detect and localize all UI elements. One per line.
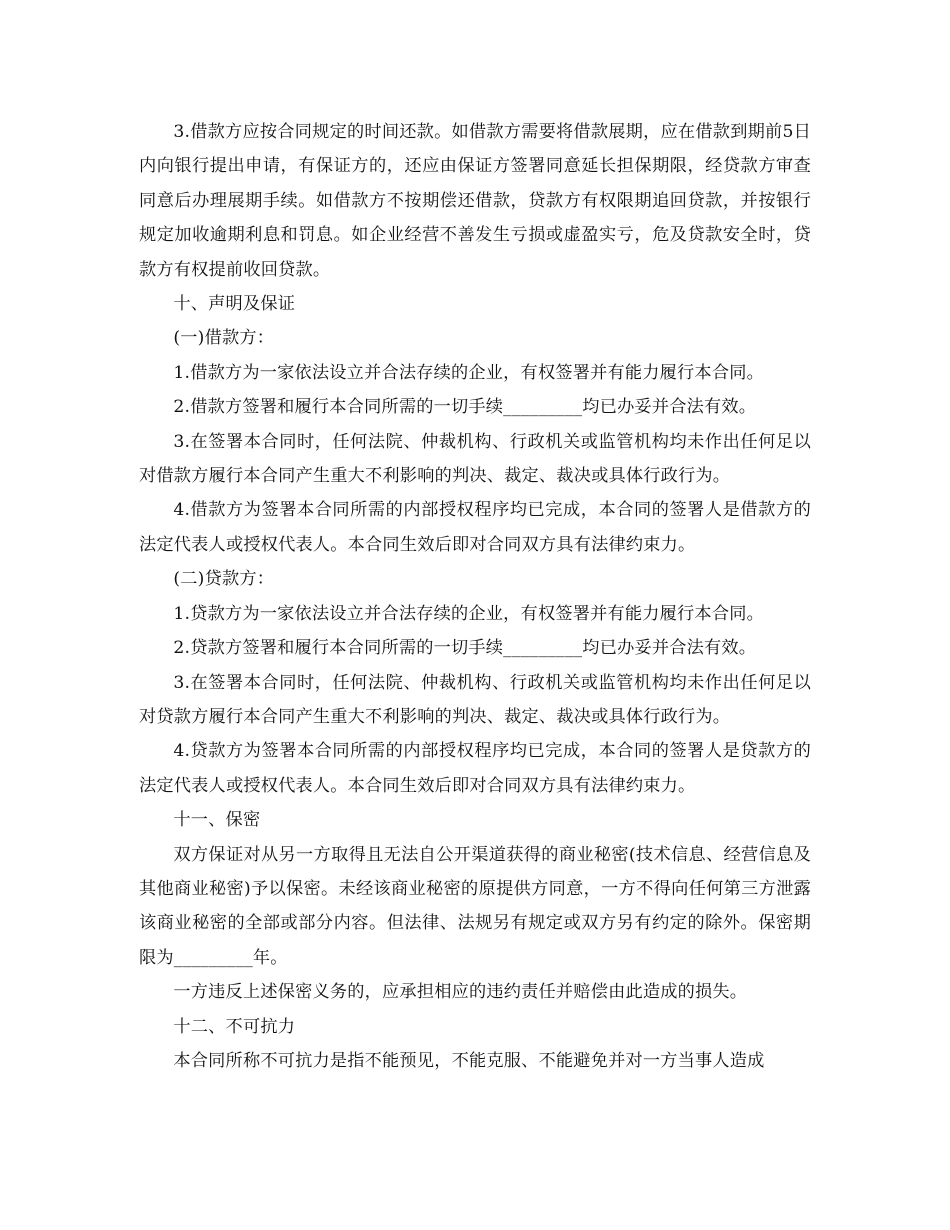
borrower-clause-4: 4.借款方为签署本合同所需的内部授权程序均已完成，本合同的签署人是借款方的法定代表人或授权代表人。本合同生效后即对合同双方具有法律约束力。 (139, 500, 811, 555)
confidentiality-breach-paragraph: 一方违反上述保密义务的，应承担相应的违约责任并赔偿由此造成的损失。 (173, 982, 748, 1003)
subsection-heading-borrower: (一)借款方： (173, 328, 275, 349)
lender-clause-4: 4.贷款方为签署本合同所需的内部授权程序均已完成，本合同的签署人是贷款方的法定代表人或授权代表人。本合同生效后即对合同双方具有法律约束力。 (139, 741, 811, 796)
lender-clause-2: 2.贷款方签署和履行本合同所需的一切手续_________均已办妥并合法有效。 (173, 638, 757, 659)
lender-clause-1: 1.贷款方为一家依法设立并合法存续的企业，有权签署并有能力履行本合同。 (173, 603, 764, 624)
force-majeure-paragraph: 本合同所称不可抗力是指不能预见，不能克服、不能避免并对一方当事人造成 (173, 1050, 765, 1071)
borrower-clause-3: 3.在签署本合同时，任何法院、仲裁机构、行政机关或监管机构均未作出任何足以对借款方履行本合同产生重大不利影响的判决、裁定、裁决或具体行政行为。 (139, 431, 811, 487)
section-heading-force-majeure: 十二、不可抗力 (173, 1016, 296, 1037)
document-body (139, 115, 811, 1078)
lender-clause-3: 3.在签署本合同时，任何法院、仲裁机构、行政机关或监管机构均未作出任何足以对贷款方履行本合同产生重大不利影响的判决、裁定、裁决或具体行政行为。 (139, 672, 811, 727)
clause-repayment-paragraph: 3.借款方应按合同规定的时间还款。如借款方需要将借款展期，应在借款到期前5日内向银行提出申请，有保证方的，还应由保证方签署同意延长担保期限，经贷款方审查同意后办理展期手续。如借款方不按期偿还借款，贷款方有权限期追回贷款，并按银行规定加收逾期利息和罚息。如企业经营不善发生亏损或虚盈实亏，危及贷款安全时，贷款方有权提前收回贷款。 (139, 122, 811, 280)
confidentiality-paragraph: 双方保证对从另一方取得且无法自公开渠道获得的商业秘密(技术信息、经营信息及其他商业秘密)予以保密。未经该商业秘密的原提供方同意，一方不得向任何第三方泄露该商业秘密的全部或部分内容。但法律、法规另有规定或双方另有约定的除外。保密期限为_________年。 (139, 844, 811, 968)
section-heading-confidentiality: 十一、保密 (173, 810, 261, 831)
section-heading-declarations: 十、声明及保证 (173, 294, 296, 315)
borrower-clause-1: 1.借款方为一家依法设立并合法存续的企业，有权签署并有能力履行本合同。 (173, 362, 764, 383)
borrower-clause-2: 2.借款方签署和履行本合同所需的一切手续_________均已办妥并合法有效。 (173, 397, 757, 418)
subsection-heading-lender: (二)贷款方： (173, 569, 275, 590)
